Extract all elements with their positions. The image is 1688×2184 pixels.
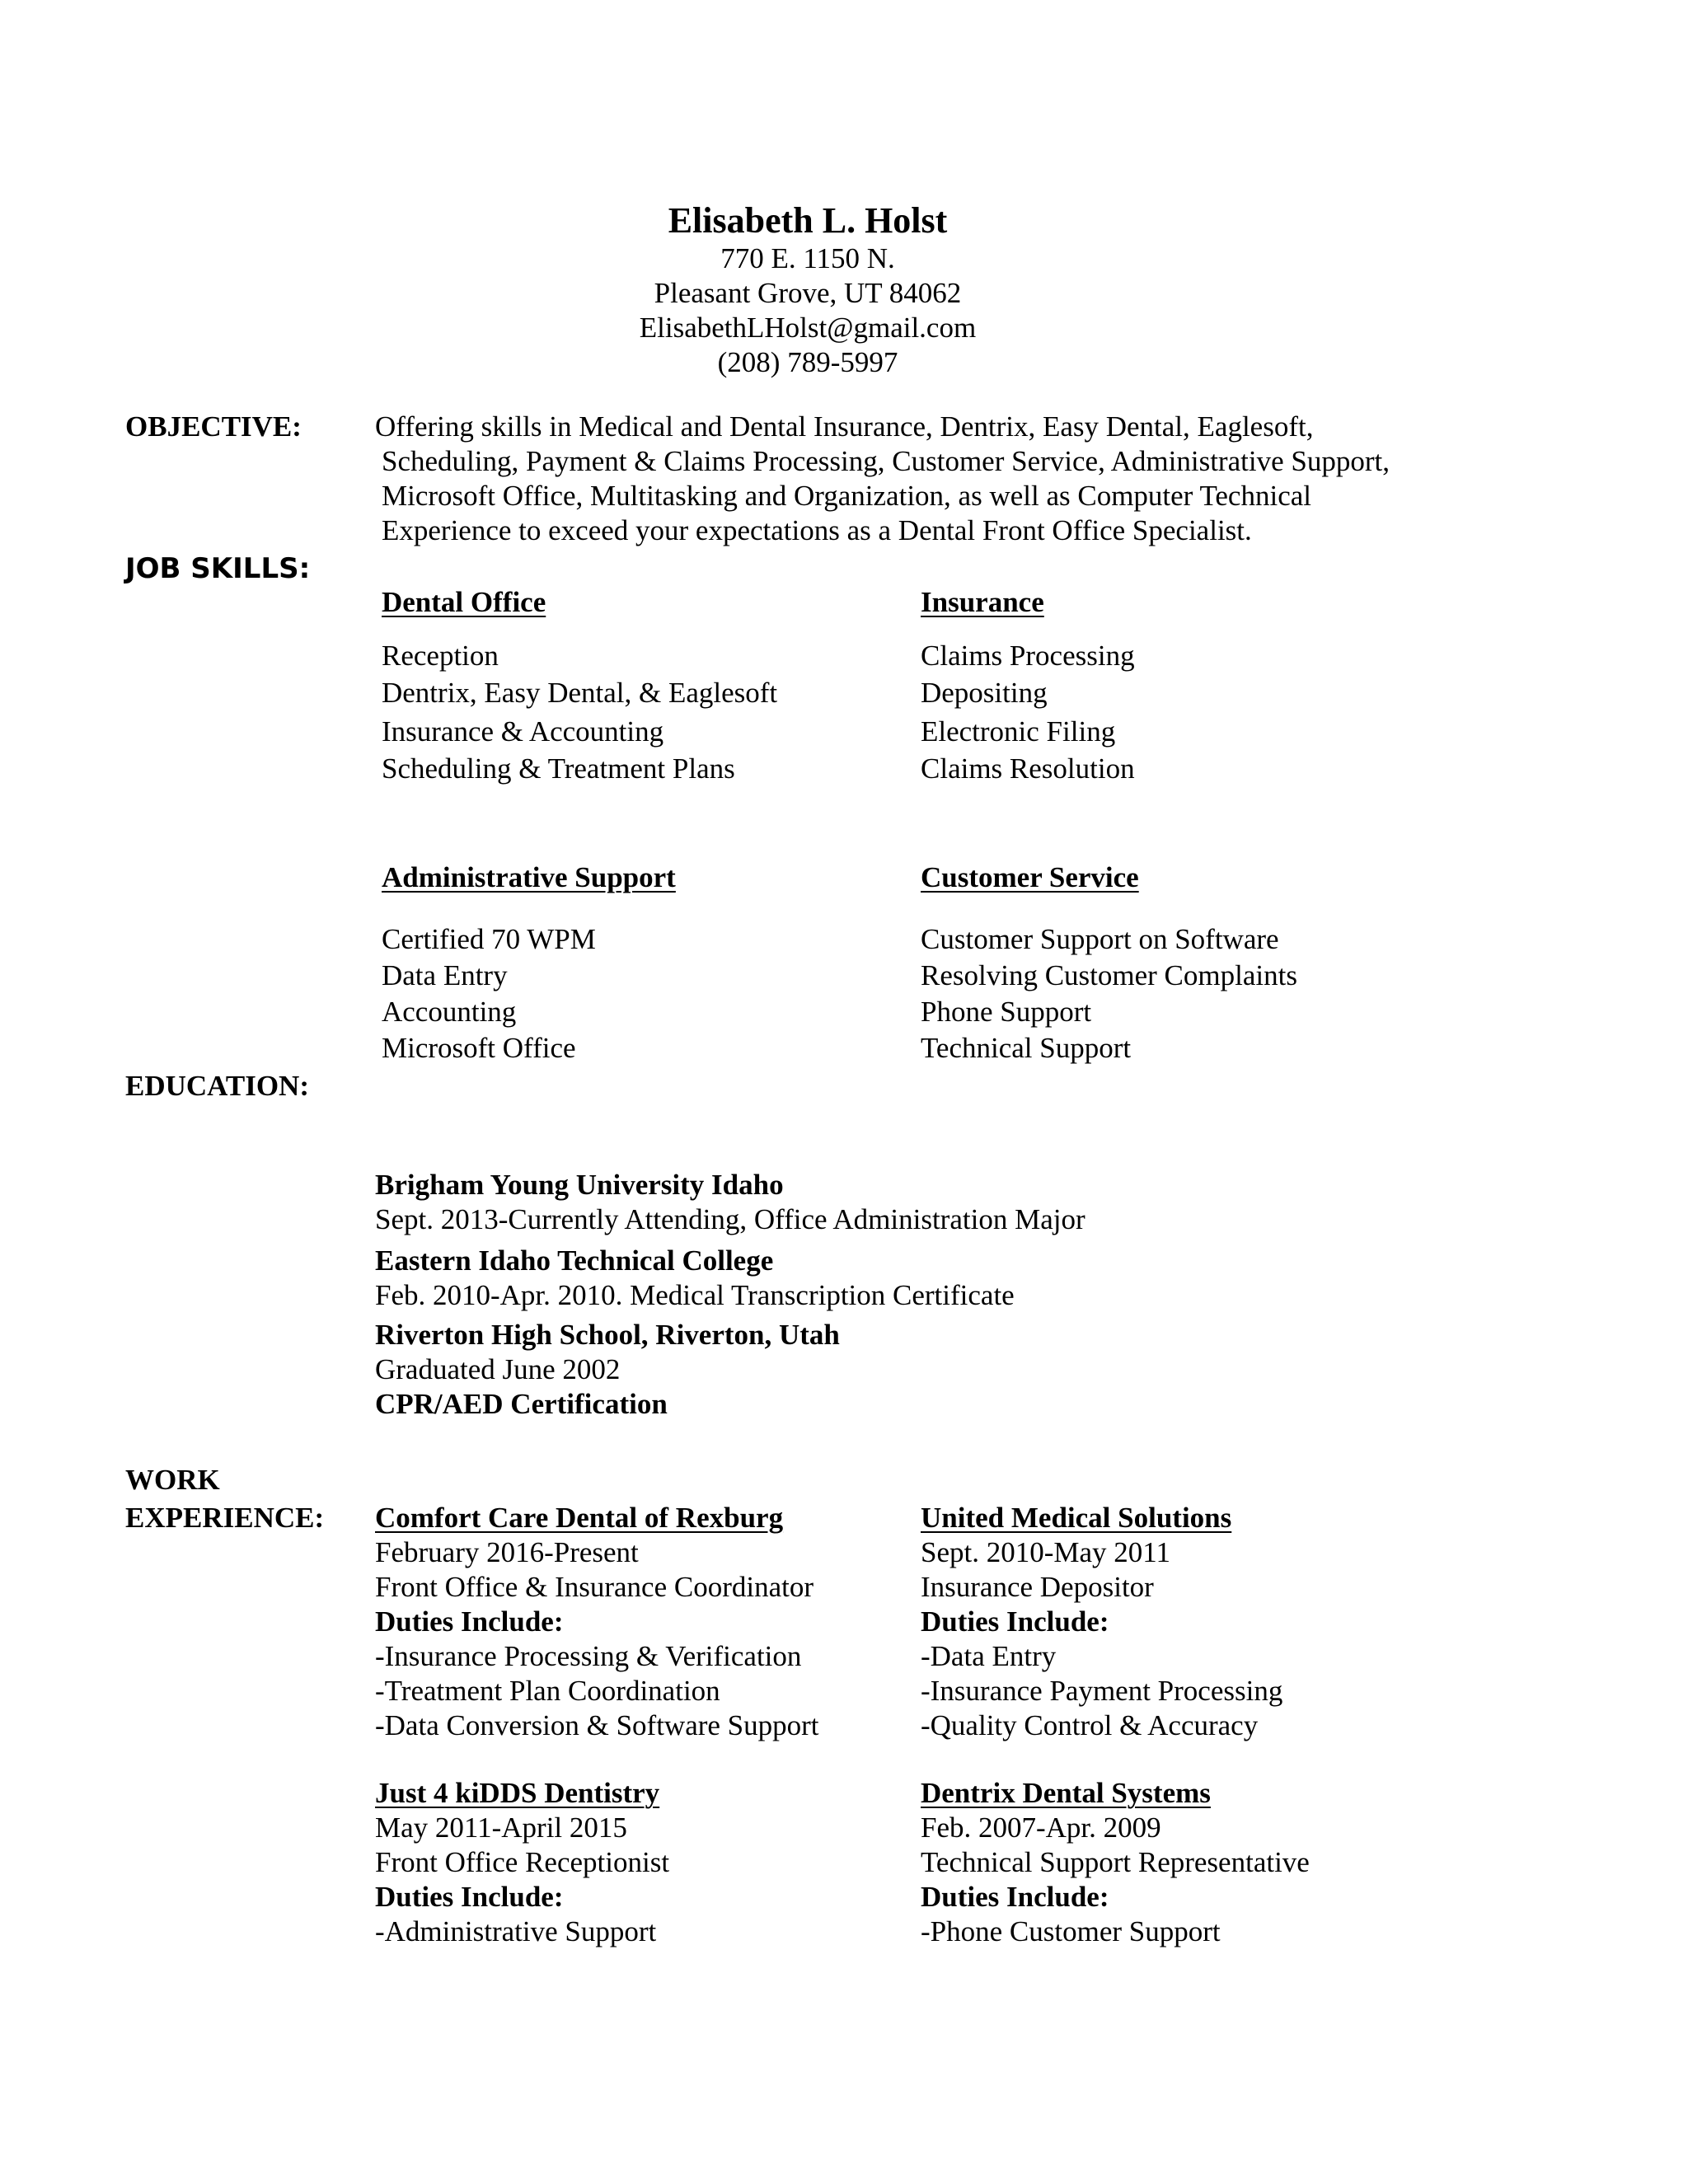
work-label: WORK [125,1464,220,1496]
job-title: Front Office Receptionist [375,1846,670,1878]
skill-item: Data Entry [382,959,508,991]
skill-item: Dentrix, Easy Dental, & Eaglesoft [382,677,778,709]
skill-group-title: Insurance [921,586,1044,618]
skill-item: Scheduling & Treatment Plans [382,752,735,785]
email: ElisabethLHolst@gmail.com [639,312,977,344]
school-detail: Graduated June 2002 [375,1353,621,1385]
skill-item: Accounting [382,996,517,1028]
skill-group-title: Customer Service [921,861,1139,893]
duty-item: -Data Conversion & Software Support [375,1709,819,1741]
objective-line: Microsoft Office, Multitasking and Organization, as well as Computer Technical [382,480,1311,512]
school-detail: Sept. 2013-Currently Attending, Office Administration Major [375,1203,1085,1235]
certification: CPR/AED Certification [375,1388,668,1420]
employer-name: Dentrix Dental Systems [921,1777,1211,1809]
duties-label: Duties Include: [375,1881,564,1913]
job-dates: Feb. 2007-Apr. 2009 [921,1811,1161,1844]
school-name: Riverton High School, Riverton, Utah [375,1319,840,1351]
skill-item: Phone Support [921,996,1092,1028]
skill-item: Resolving Customer Complaints [921,959,1297,991]
experience-label: EXPERIENCE: [125,1502,325,1534]
duties-label: Duties Include: [375,1605,564,1638]
duty-item: -Administrative Support [375,1915,657,1947]
duties-label: Duties Include: [921,1881,1109,1913]
job-skills-label: JOB SKILLS: [125,552,311,585]
job-dates: May 2011-April 2015 [375,1811,627,1844]
resume-name: Elisabeth L. Holst [668,200,948,241]
job-dates: Sept. 2010-May 2011 [921,1536,1170,1568]
duty-item: -Data Entry [921,1640,1057,1672]
employer-name: Comfort Care Dental of Rexburg [375,1502,784,1534]
duty-item: -Insurance Payment Processing [921,1675,1283,1707]
school-detail: Feb. 2010-Apr. 2010. Medical Transcription Certificate [375,1279,1015,1311]
skill-item: Reception [382,640,499,672]
duty-item: -Quality Control & Accuracy [921,1709,1259,1741]
school-name: Eastern Idaho Technical College [375,1244,774,1277]
skill-item: Customer Support on Software [921,923,1279,955]
phone: (208) 789-5997 [717,346,898,378]
skill-item: Technical Support [921,1032,1132,1064]
skill-item: Microsoft Office [382,1032,576,1064]
skill-item: Certified 70 WPM [382,923,596,955]
skill-item: Claims Processing [921,640,1135,672]
skill-item: Claims Resolution [921,752,1135,785]
skill-item: Electronic Filing [921,715,1116,748]
job-title: Front Office & Insurance Coordinator [375,1571,814,1603]
objective-line: Offering skills in Medical and Dental Insurance, Dentrix, Easy Dental, Eaglesoft, [375,410,1314,443]
skill-group-title: Administrative Support [382,861,676,893]
school-name: Brigham Young University Idaho [375,1169,784,1201]
education-label: EDUCATION: [125,1070,309,1102]
job-title: Insurance Depositor [921,1571,1154,1603]
duty-item: -Treatment Plan Coordination [375,1675,720,1707]
objective-line: Scheduling, Payment & Claims Processing, Customer Service, Administrative Support, [382,445,1390,477]
address-line-2: Pleasant Grove, UT 84062 [654,277,962,309]
skill-group-title: Dental Office [382,586,546,618]
objective-line: Experience to exceed your expectations as a Dental Front Office Specialist. [382,514,1252,546]
address-line-1: 770 E. 1150 N. [720,242,895,274]
job-title: Technical Support Representative [921,1846,1310,1878]
employer-name: United Medical Solutions [921,1502,1232,1534]
duties-label: Duties Include: [921,1605,1109,1638]
duty-item: -Insurance Processing & Verification [375,1640,802,1672]
skill-item: Insurance & Accounting [382,715,664,748]
duty-item: -Phone Customer Support [921,1915,1221,1947]
skill-item: Depositing [921,677,1048,709]
job-dates: February 2016-Present [375,1536,639,1568]
objective-label: OBJECTIVE: [125,410,302,443]
employer-name: Just 4 kiDDS Dentistry [375,1777,660,1809]
